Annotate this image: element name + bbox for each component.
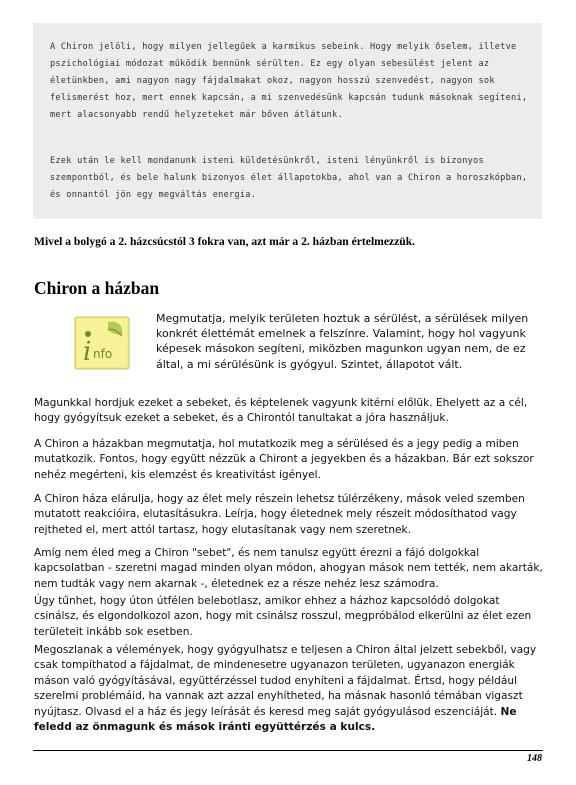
info-icon: [74, 316, 130, 370]
intro-text: Megmutatja, melyik területen hoztuk a sérülést, a sérülések milyen konkrét élettémát emelnek a felszínre. Valamint, hogy hol vagyunk képesek másokon segíteni, miközben magunkon ugyan nem, de ez által, a mi sérülésünk is gyógyul. Szintet, állapotot vált.: [156, 312, 529, 371]
paragraph-6: [34, 643, 544, 735]
paragraph-5: Úgy tűnhet, hogy úton útfélen belebotlasz, amikor ehhez a házhoz kapcsolódó dolgokat csinálsz, és elgondolkozol azon, hogy mit csinálsz rosszul, megpróbálod elkerülni az élet ezen területeit inkább sok esetben.: [34, 595, 532, 638]
footer-divider: [33, 750, 543, 751]
code-paragraph-2: Ezek után le kell mondanunk isteni küldetésünkről, isteni lényünkről is bizonyos szempontból, és bele halunk bizonyos élet állapotokba, ahol van a Chiron a horoszkópban, és onnantól jön egy megváltás energia.: [50, 156, 528, 200]
code-paragraph-1: A Chiron jelöli, hogy milyen jellegűek a karmikus sebeink. Hogy melyik őselem, illetve pszichológiai módozat működik bennünk sérülten. Ez egy olyan sebesülést jelent az életünkben, ami nagyon nagy fájdalmakat okoz, nagyon hosszú szenvedést, nagyon sok felismerést hoz, mert ennek kapcsán, a mi szenvedésünk kapcsán tudunk másoknak segíteni, mert alacsonyabb rendű helyzeteket már bőven átlátunk.: [50, 42, 528, 120]
bold-statement: Mivel a bolygó a 2. házcsúcstól 3 fokra van, azt már a 2. házban értelmezzük.: [34, 235, 416, 248]
page-number: 148: [527, 753, 542, 764]
paragraph-3: A Chiron háza elárulja, hogy az élet mely részein lehetsz túlérzékeny, mások veled szemben mutatott reakcióira, elutasításukra. Leírja, hogy életednek mely részeit módosíthatod vagy rejtheted el, mert attól tartasz, hogy elutasítanak vagy nem szeretnek.: [34, 493, 525, 536]
quote-code-block: [33, 23, 542, 219]
svg-text:i: i: [83, 337, 92, 367]
paragraph-2: A Chiron a házakban megmutatja, hol mutatkozik meg a sérülésed és a jegy pedig a miben mutatkozik. Fontos, hogy együtt nézzük a Chiront a jegyekben és a házakban. Bár ezt sokszor nehéz megérteni, kis elemzést és kreativitást igényel.: [34, 438, 534, 481]
paragraph-4: Amíg nem éled meg a Chiron "sebet", és nem tanulsz együtt érezni a fájó dolgokkal kapcsolatban - szeretni magad minden olyan módon, ahogyan mások nem tették, nem akarták, nem tudták vagy nem akarnak -, életednek ez a része nehéz lesz számodra.: [34, 547, 543, 590]
svg-text:nfo: nfo: [93, 347, 113, 361]
section-heading: Chiron a házban: [34, 278, 160, 298]
closing-bold-text: Ne feledd az önmagunk és mások iránti együttérzés a kulcs.: [34, 705, 517, 734]
paragraph-6-text: Megoszlanak a vélemények, hogy gyógyulhatsz e teljesen a Chiron által jelzett sebekből, vagy csak tompíthatod a fájdalmat, de mindenesetre ugyanazon területen, ugyanazon energiák máson való gyógyításával, együttérzéssel tudod enyhíteni a fájdalmat. Értsd, hogy például szerelmi problémáid, ha vannak azt azzal enyhítheted, ha másnak hasonló témában vigaszt nyújtasz. Olvasd el a ház és jegy leírását és keresd meg saját gyógyulásod eszenciáját.: [34, 644, 537, 718]
paragraph-1: Magunkkal hordjuk ezeket a sebeket, és képtelenek vagyunk kitérni előlük. Ehelyett az a cél, hogy gyógyítsuk ezeket a sebeket, és a Chirontól tanultakat a jóra használjuk.: [34, 397, 528, 425]
info-icon-graphic: [74, 316, 130, 370]
